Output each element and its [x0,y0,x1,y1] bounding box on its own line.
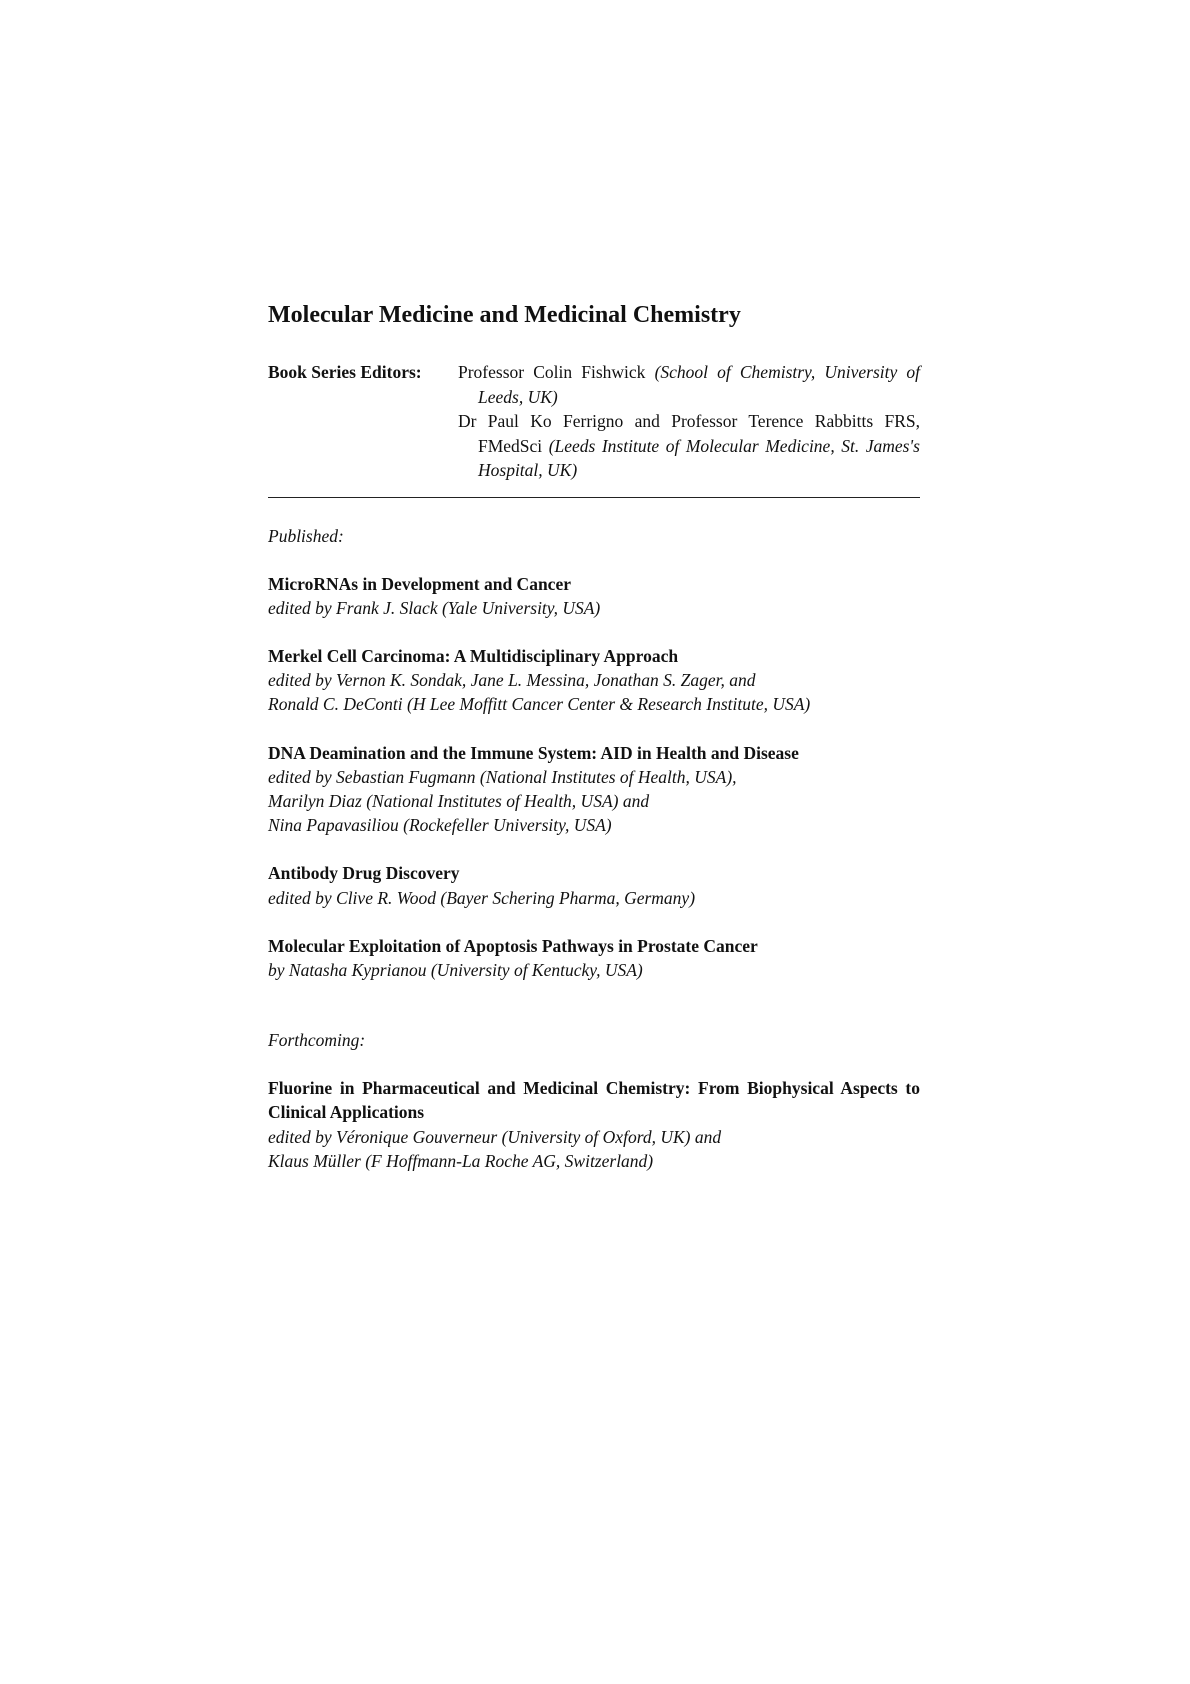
editor-names: Professor Colin Fishwick [458,362,655,382]
credit-line: edited by Sebastian Fugmann (National Institutes of Health, USA), [268,766,737,787]
book-entry [268,1076,920,1173]
book-credit [268,668,920,716]
editors-label: Book Series Editors: [268,362,422,382]
book-credit [268,958,920,982]
editors-list [458,360,920,483]
editor-affiliation: (Leeds Institute of Molecular Medicine, St. James's Hospital, UK) [478,435,920,480]
divider-rule [268,497,920,498]
book-title: Antibody Drug Discovery [268,863,460,884]
forthcoming-heading: Forthcoming: [268,1030,366,1051]
book-title: Fluorine in Pharmaceutical and Medicinal Chemistry: From Biophysical Aspects to Clinical Applications [268,1078,920,1123]
credit-line: Nina Papavasiliou (Rockefeller University, USA) [268,815,612,836]
editor-entry [458,409,920,483]
book-credit [268,596,920,620]
book-title: DNA Deamination and the Immune System: AID in Health and Disease [268,742,799,763]
editor-names: Dr Paul Ko Ferrigno and Professor Terence Rabbitts FRS, FMedSci [458,411,920,456]
editor-affiliation: (School of Chemistry, University of Leeds, UK) [478,362,920,407]
book-entry [268,861,920,909]
book-entry [268,741,920,838]
credit-line: edited by Clive R. Wood (Bayer Schering Pharma, Germany) [268,887,696,908]
credit-line: edited by Frank J. Slack (Yale University, USA) [268,597,601,618]
editor-entry [458,360,920,409]
book-title: Molecular Exploitation of Apoptosis Pathways in Prostate Cancer [268,935,758,956]
book-credit [268,765,920,838]
credit-line: edited by Véronique Gouverneur (University of Oxford, UK) and [268,1126,722,1147]
book-entry [268,572,920,620]
book-entry [268,644,920,717]
series-page [268,300,920,1173]
published-heading: Published: [268,525,344,546]
credit-line: Marilyn Diaz (National Institutes of Health, USA) and [268,790,650,811]
book-credit [268,886,920,910]
credit-line: Klaus Müller (F Hoffmann-La Roche AG, Switzerland) [268,1150,654,1171]
book-title: Merkel Cell Carcinoma: A Multidisciplinary Approach [268,645,679,666]
series-editors [268,360,920,483]
credit-line: by Natasha Kyprianou (University of Kentucky, USA) [268,959,643,980]
book-credit [268,1125,920,1173]
credit-line: edited by Vernon K. Sondak, Jane L. Messina, Jonathan S. Zager, and [268,670,756,691]
credit-line: Ronald C. DeConti (H Lee Moffitt Cancer Center & Research Institute, USA) [268,694,811,715]
series-title: Molecular Medicine and Medicinal Chemistry [268,302,741,328]
book-entry [268,934,920,982]
book-title: MicroRNAs in Development and Cancer [268,573,571,594]
